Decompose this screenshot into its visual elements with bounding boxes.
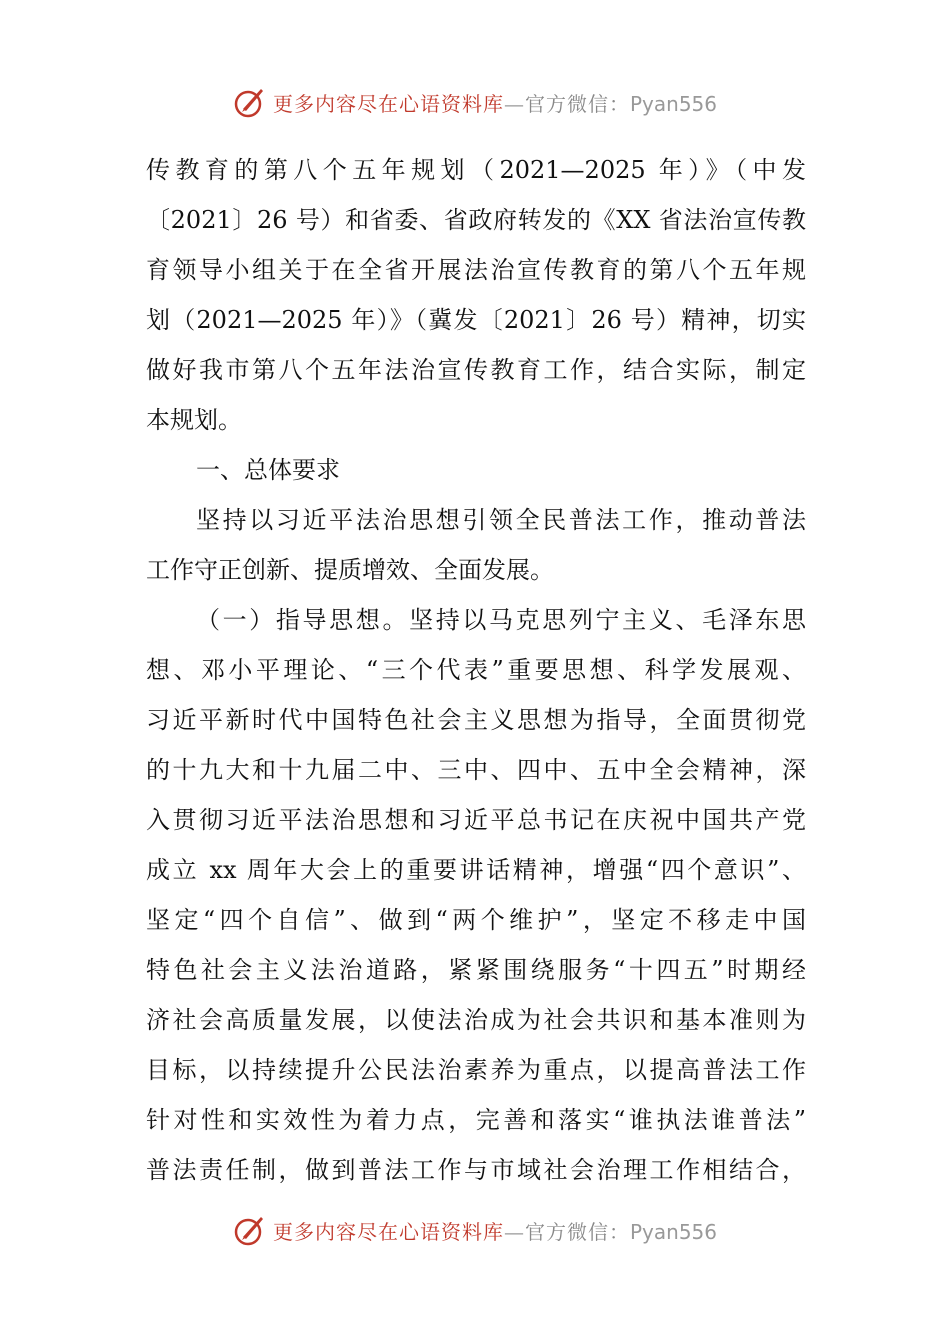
watermark-text: 更多内容尽在心语资料库—官方微信：Pyan556	[272, 91, 717, 116]
watermark-footer	[0, 1210, 950, 1250]
paragraph-line: 的十九大和十九届二中、三中、四中、五中全会精神，深	[146, 756, 806, 784]
paragraph-line: 目标，以持续提升公民法治素养为重点，以提高普法工作	[146, 1056, 806, 1084]
paragraph-line: 育领导小组关于在全省开展法治宣传教育的第八个五年规	[146, 256, 806, 284]
document-body	[146, 145, 806, 1195]
section-heading: 一、总体要求	[196, 456, 340, 484]
paragraph-line: 习近平新时代中国特色社会主义思想为指导，全面贯彻党	[146, 706, 806, 734]
paragraph-line: 成立 xx 周年大会上的重要讲话精神，增强“四个意识”、	[146, 856, 806, 884]
paragraph-line: 坚持以习近平法治思想引领全民普法工作，推动普法	[196, 506, 806, 534]
watermark-text: 更多内容尽在心语资料库—官方微信：Pyan556	[272, 1219, 717, 1244]
paragraph-line: 划（2021—2025 年）》（冀发〔2021〕26 号）精神，切实	[146, 306, 806, 334]
paragraph-line: 针对性和实效性为着力点，完善和落实“谁执法谁普法”	[146, 1106, 806, 1134]
quill-circle-icon	[233, 85, 267, 119]
paragraph-line: 〔2021〕26 号）和省委、省政府转发的《XX 省法治宣传教	[146, 206, 806, 234]
paragraph-line: 坚定“四个自信”、做到“两个维护”，坚定不移走中国	[146, 906, 806, 934]
paragraph-line: 济社会高质量发展，以使法治成为社会共识和基本准则为	[146, 1006, 806, 1034]
paragraph-line: 特色社会主义法治道路，紧紧围绕服务“十四五”时期经	[146, 956, 806, 984]
paragraph-line: 传教育的第八个五年规划（2021—2025 年）》（中发	[146, 156, 806, 184]
paragraph-line: 工作守正创新、提质增效、全面发展。	[146, 556, 554, 584]
paragraph-line: 做好我市第八个五年法治宣传教育工作，结合实际，制定	[146, 356, 806, 384]
watermark-header	[0, 82, 950, 122]
quill-circle-icon	[233, 1213, 267, 1247]
paragraph-line: 想、邓小平理论、“三个代表”重要思想、科学发展观、	[146, 656, 806, 684]
paragraph-line: 本规划。	[146, 406, 242, 434]
paragraph-line: （一）指导思想。坚持以马克思列宁主义、毛泽东思	[196, 606, 806, 634]
paragraph-line: 普法责任制，做到普法工作与市域社会治理工作相结合，	[146, 1156, 806, 1184]
paragraph-line: 入贯彻习近平法治思想和习近平总书记在庆祝中国共产党	[146, 806, 806, 834]
